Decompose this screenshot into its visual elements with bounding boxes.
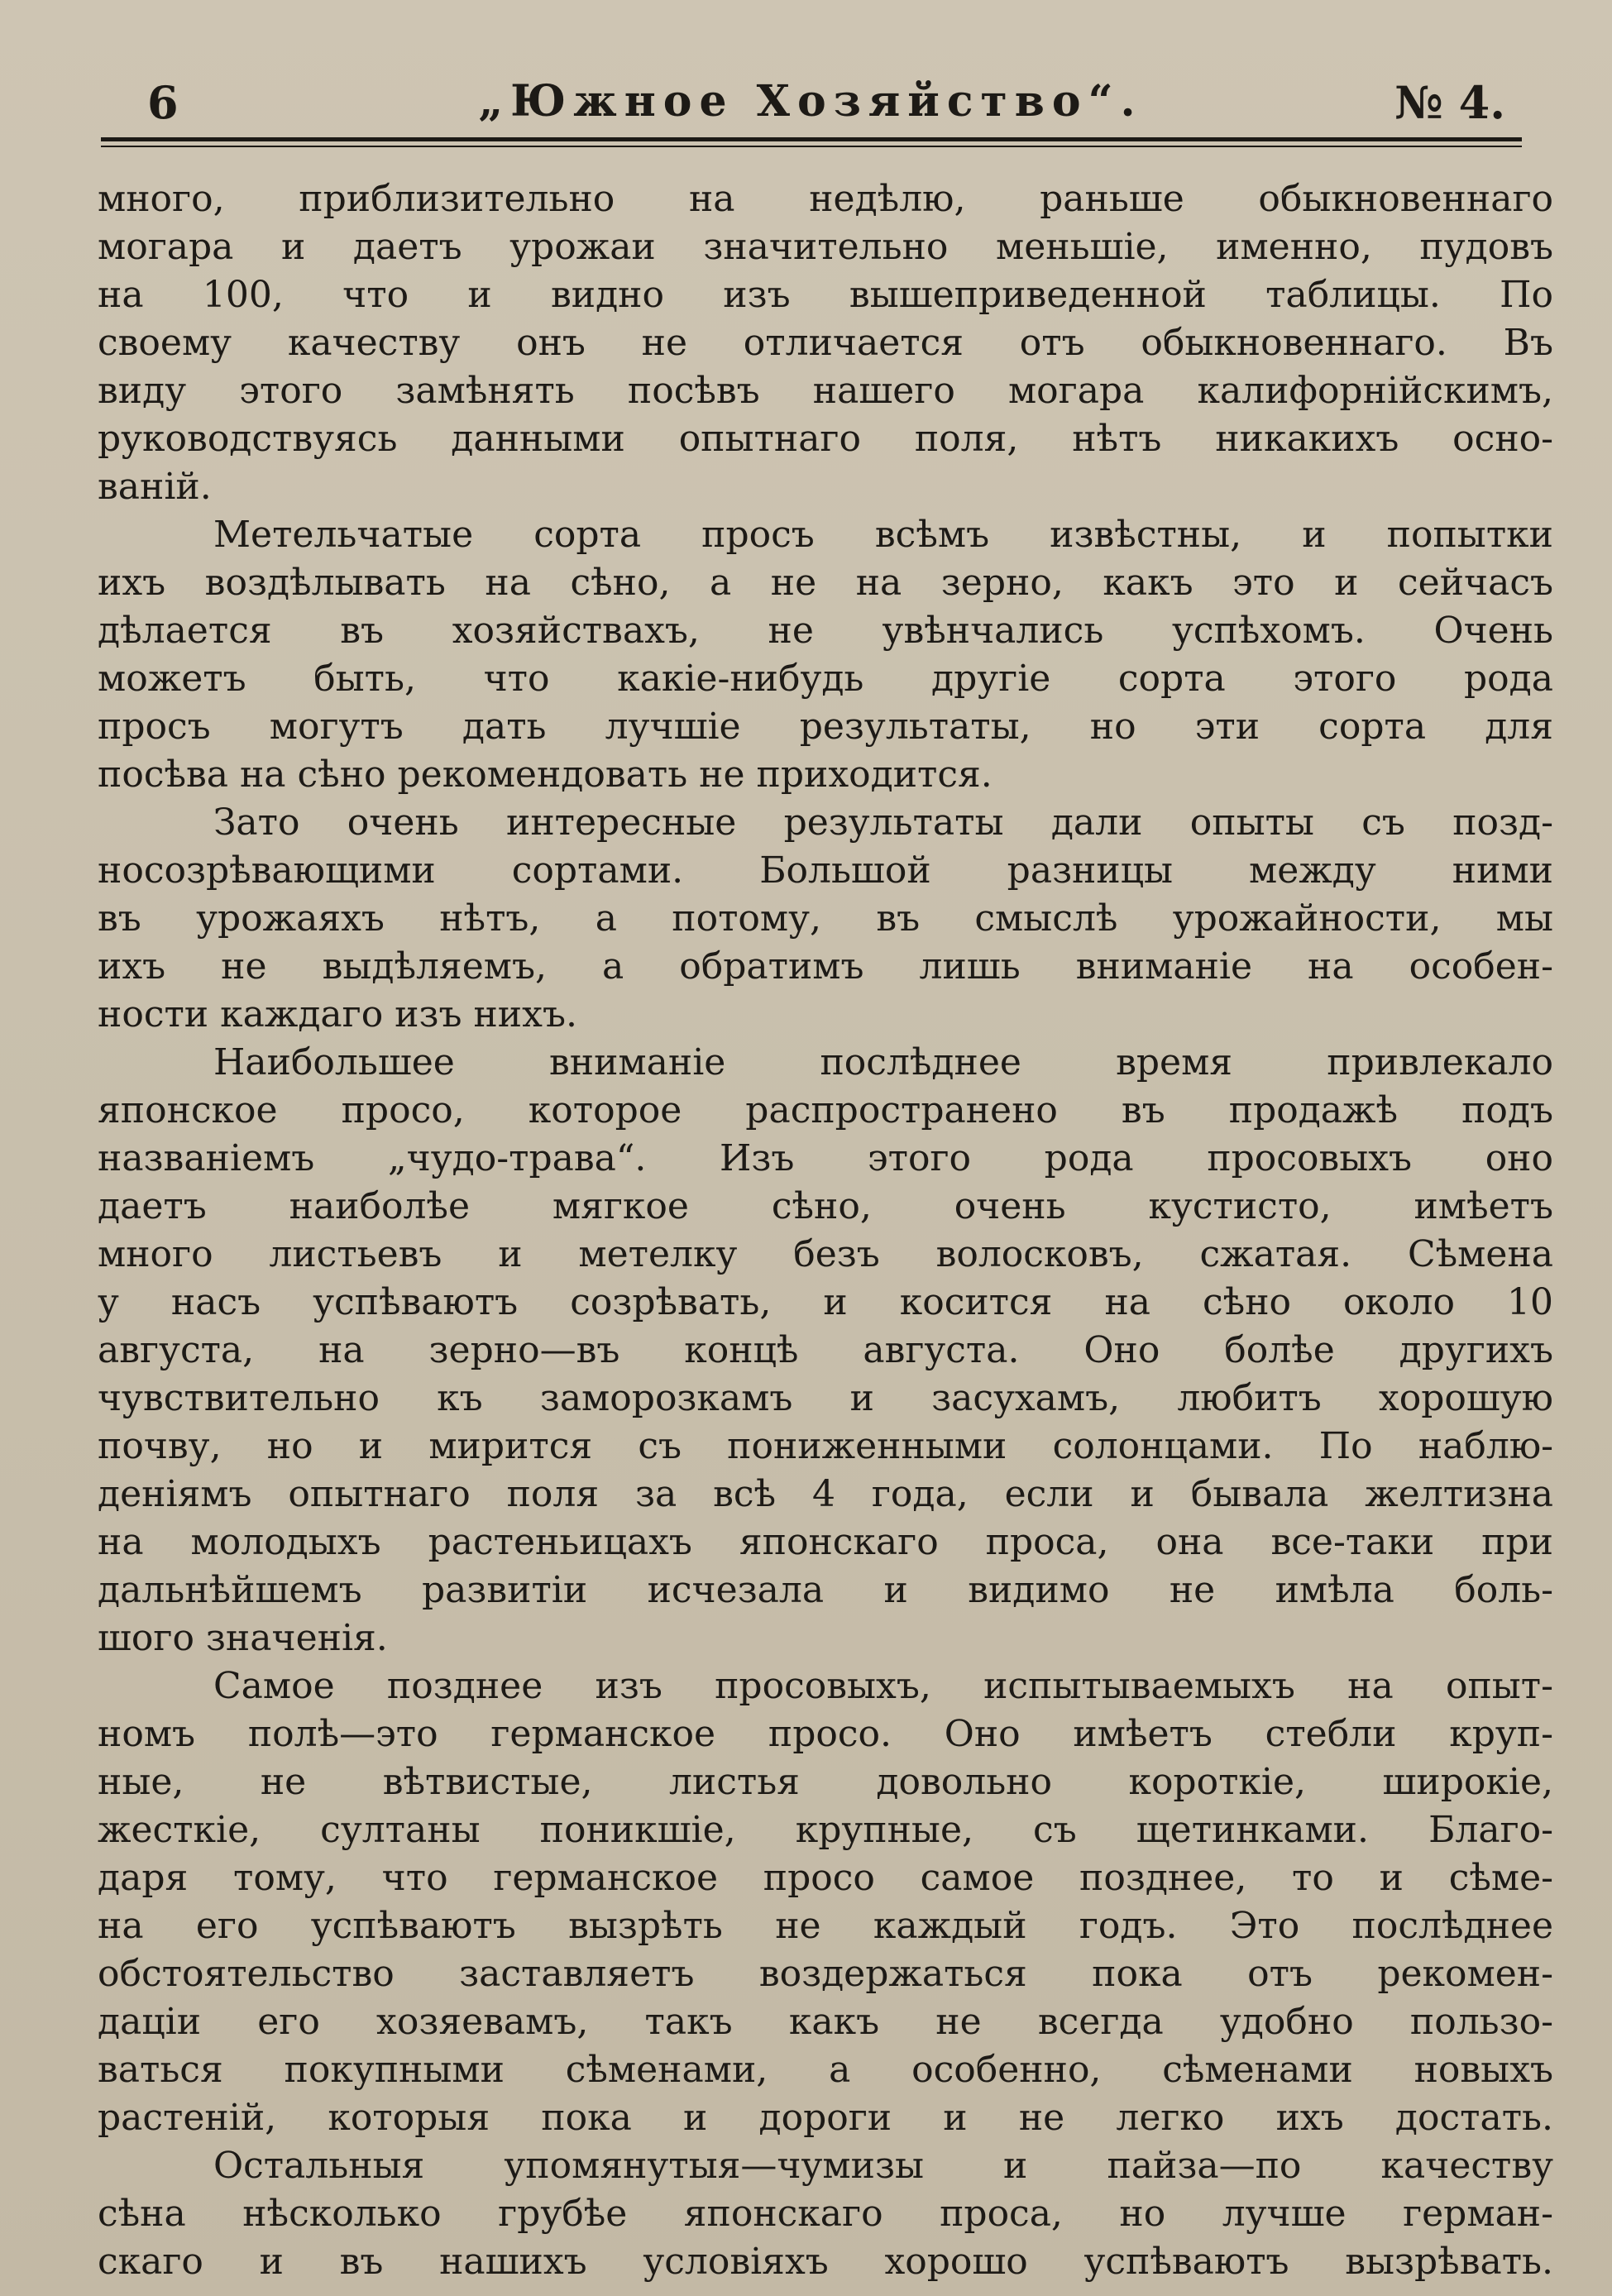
text-line: Остальныя упомянутыя—чумизы и пайза—по качеству — [213, 2145, 1553, 2187]
text-line: деніямъ опытнаго поля за всѣ 4 года, если и бывала желтизна — [98, 1473, 1553, 1515]
text-line: Наибольшее вниманіе послѣднее время привлекало — [213, 1041, 1553, 1083]
text-line: сѣна нѣсколько грубѣе японскаго проса, но лучше герман- — [98, 2193, 1553, 2235]
text-line: обстоятельство заставляетъ воздержаться пока отъ рекомен- — [98, 1953, 1553, 1995]
text-line: чувствительно къ заморозкамъ и засухамъ, любитъ хорошую — [98, 1377, 1553, 1419]
text-line: на молодыхъ растеньицахъ японскаго проса, она все-таки при — [98, 1521, 1553, 1563]
text-line: на его успѣваютъ вызрѣть не каждый годъ. Это послѣднее — [98, 1905, 1553, 1947]
text-line: номъ полѣ—это германское просо. Оно имѣетъ стебли круп- — [98, 1713, 1553, 1755]
text-line: растеній, которыя пока и дороги и не легко ихъ достать. — [98, 2097, 1553, 2139]
text-line: даря тому, что германское просо самое позднее, то и сѣме- — [98, 1857, 1553, 1899]
text-line: ные, не вѣтвистые, листья довольно короткіе, широкіе, — [98, 1761, 1553, 1803]
text-line: ваній. — [98, 466, 212, 508]
text-line: много листьевъ и метелку безъ волосковъ, сжатая. Сѣмена — [98, 1233, 1553, 1275]
text-line: жесткіе, султаны поникшіе, крупные, съ щетинками. Благо- — [98, 1809, 1553, 1851]
text-line: руководствуясь данными опытнаго поля, нѣтъ никакихъ осно- — [98, 418, 1553, 460]
header-rule-thick — [101, 137, 1522, 141]
text-line: даціи его хозяевамъ, такъ какъ не всегда удобно пользо- — [98, 2001, 1553, 2043]
text-line: японское просо, которое распространено въ продажѣ подъ — [98, 1089, 1553, 1131]
text-line: могара и даетъ урожаи значительно меньшіе, именно, пудовъ — [98, 226, 1553, 268]
body-text — [98, 175, 1553, 2286]
text-line: въ урожаяхъ нѣтъ, а потому, въ смыслѣ урожайности, мы — [98, 897, 1553, 940]
text-line: ности каждаго изъ нихъ. — [98, 993, 577, 1036]
journal-title: „Южное Хозяйство“. — [478, 76, 1143, 127]
text-line: ваться покупными сѣменами, а особенно, сѣменами новыхъ — [98, 2049, 1553, 2091]
page-number: 6 — [147, 76, 179, 129]
header-rule-thin — [101, 146, 1522, 147]
text-line: много, приблизительно на недѣлю, раньше обыкновеннаго — [98, 178, 1553, 220]
text-line: Метельчатые сорта просъ всѣмъ извѣстны, и попытки — [213, 514, 1553, 556]
text-line: на 100, что и видно изъ вышеприведенной таблицы. По — [98, 274, 1553, 316]
issue-number: № 4. — [1394, 76, 1505, 129]
text-line: дальнѣйшемъ развитіи исчезала и видимо не имѣла боль- — [98, 1569, 1553, 1611]
text-line: у насъ успѣваютъ созрѣвать, и косится на сѣно около 10 — [98, 1281, 1553, 1323]
text-line: дѣлается въ хозяйствахъ, не увѣнчались успѣхомъ. Очень — [98, 610, 1553, 652]
text-line: почву, но и мирится съ пониженными солонцами. По наблю- — [98, 1425, 1553, 1467]
text-line: просъ могутъ дать лучшіе результаты, но эти сорта для — [98, 706, 1553, 748]
running-head — [99, 76, 1522, 142]
text-line: можетъ быть, что какіе-нибудь другіе сорта этого рода — [98, 658, 1553, 700]
text-line: своему качеству онъ не отличается отъ обыкновеннаго. Въ — [98, 322, 1553, 364]
text-line: Самое позднее изъ просовыхъ, испытываемыхъ на опыт- — [213, 1665, 1553, 1707]
text-line: посѣва на сѣно рекомендовать не приходится. — [98, 753, 993, 796]
text-line: скаго и въ нашихъ условіяхъ хорошо успѣваютъ вызрѣвать. — [98, 2241, 1553, 2283]
text-line: августа, на зерно—въ концѣ августа. Оно болѣе другихъ — [98, 1329, 1553, 1371]
text-line: шого значенія. — [98, 1617, 388, 1659]
text-line: даетъ наиболѣе мягкое сѣно, очень кустисто, имѣетъ — [98, 1185, 1553, 1227]
text-line: Зато очень интересные результаты дали опыты съ позд- — [213, 801, 1553, 844]
text-line: названіемъ „чудо-трава“. Изъ этого рода просовыхъ оно — [98, 1137, 1553, 1179]
text-line: носозрѣвающими сортами. Большой разницы между ними — [98, 849, 1553, 892]
text-line: виду этого замѣнять посѣвъ нашего могара калифорнійскимъ, — [98, 370, 1553, 412]
text-line: ихъ воздѣлывать на сѣно, а не на зерно, какъ это и сейчасъ — [98, 562, 1553, 604]
text-line: ихъ не выдѣляемъ, а обратимъ лишь вниманіе на особен- — [98, 945, 1553, 988]
